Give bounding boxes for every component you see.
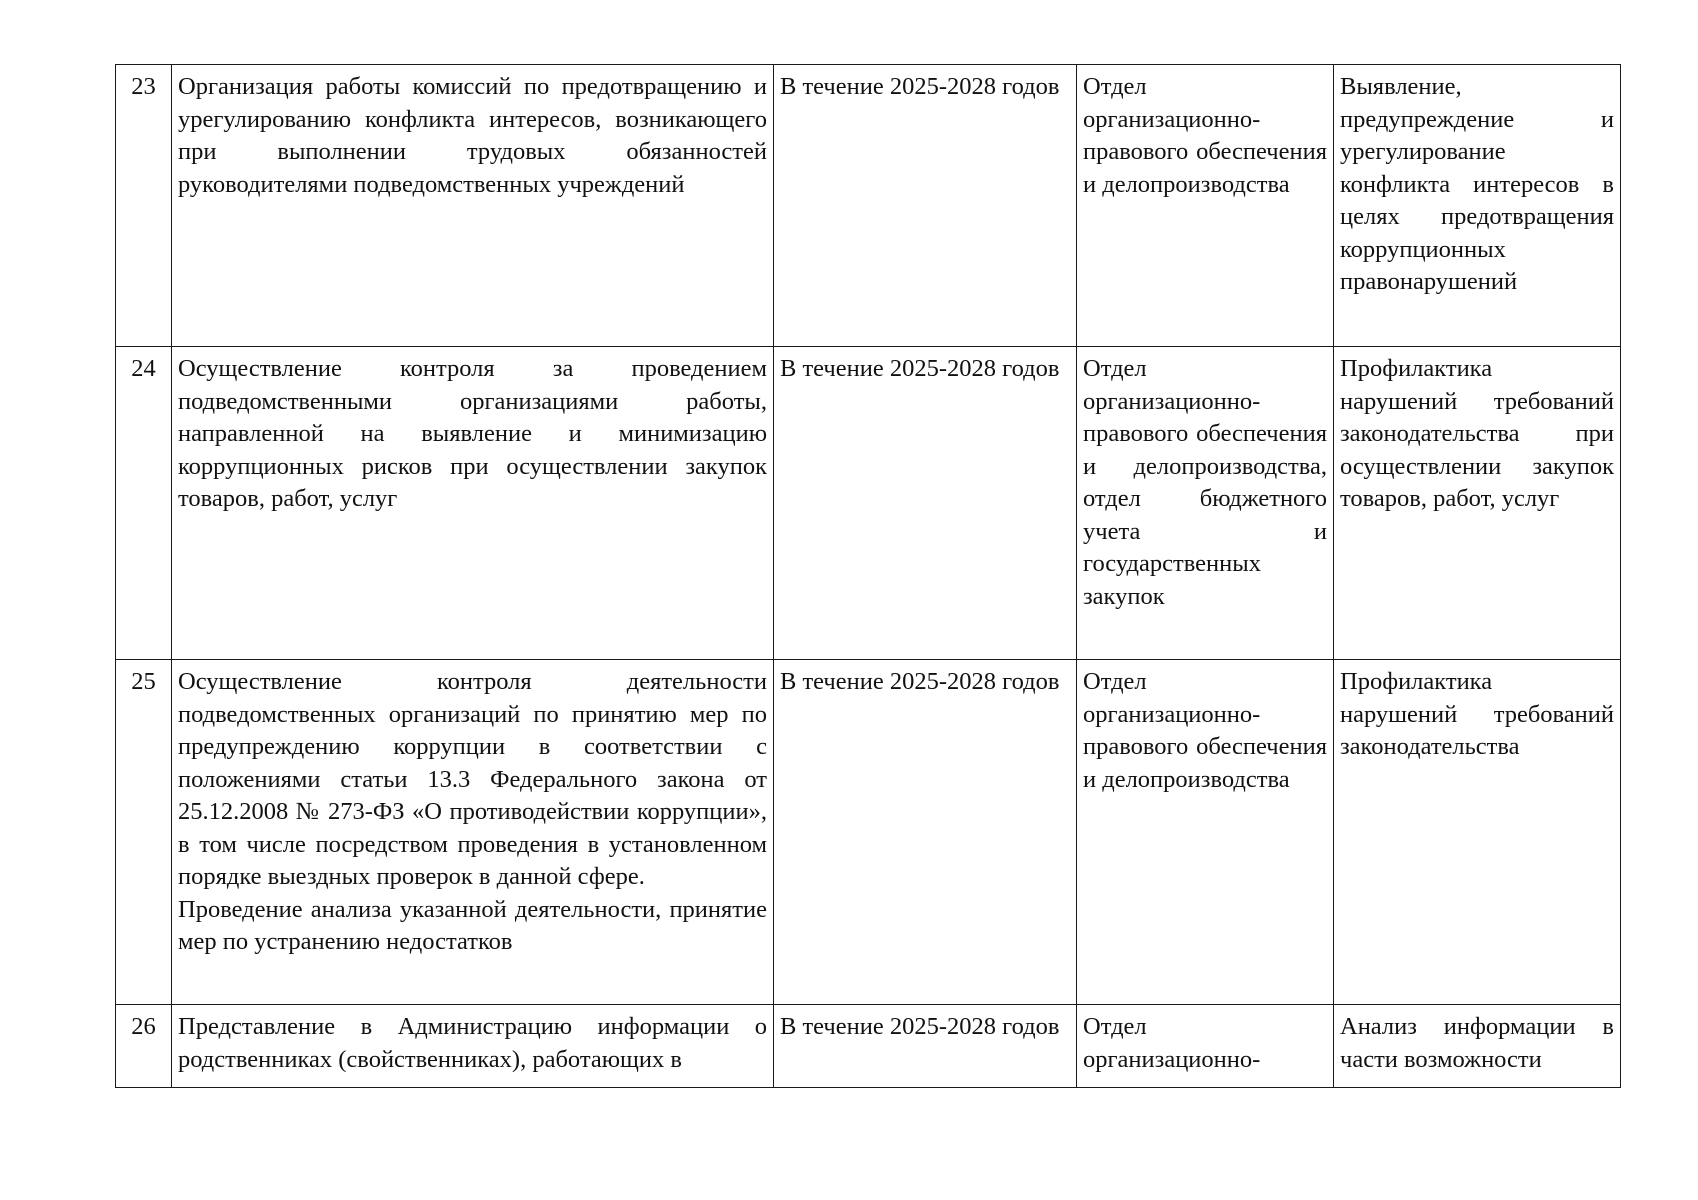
table-row — [116, 660, 1621, 1005]
result-cell: Профилактика нарушений требований законодательства — [1334, 660, 1621, 1005]
term-cell: В течение 2025-2028 годов — [774, 660, 1077, 1005]
result-cell: Анализ информации в части возможности — [1334, 1005, 1621, 1088]
table-row — [116, 65, 1621, 347]
executor-cell: Отдел организационно-правового обеспечения и делопроизводства, отдел бюджетного учета и государственных закупок — [1077, 347, 1334, 660]
row-number: 24 — [116, 347, 172, 660]
term-cell: В течение 2025-2028 годов — [774, 1005, 1077, 1088]
row-number: 23 — [116, 65, 172, 347]
term-cell: В течение 2025-2028 годов — [774, 347, 1077, 660]
result-cell: Выявление, предупреждение и урегулирование конфликта интересов в целях предотвращения коррупционных правонарушений — [1334, 65, 1621, 347]
row-number: 26 — [116, 1005, 172, 1088]
action-cell — [172, 660, 774, 1005]
executor-cell: Отдел организационно-правового обеспечения и делопроизводства — [1077, 65, 1334, 347]
table-row — [116, 1005, 1621, 1088]
action-cell: Представление в Администрацию информации о родственниках (свойственниках), работающих в — [172, 1005, 774, 1088]
action-cell: Организация работы комиссий по предотвращению и урегулированию конфликта интересов, возникающего при выполнении трудовых обязанностей руководителями подведомственных учреждений — [172, 65, 774, 347]
executor-cell: Отдел организационно- — [1077, 1005, 1334, 1088]
row-number: 25 — [116, 660, 172, 1005]
action-text: Осуществление контроля деятельности подведомственных организаций по принятию мер по предупреждению коррупции в соответствии с положениями статьи 13.3 Федерального закона от 25.12.2008 № 273-ФЗ «О противодействии коррупции», в том числе посредством проведения в установленном порядке выездных проверок в данной сфере. — [178, 668, 767, 890]
result-cell: Профилактика нарушений требований законодательства при осуществлении закупок товаров, работ, услуг — [1334, 347, 1621, 660]
action-plan-table — [115, 64, 1621, 1088]
executor-cell: Отдел организационно-правового обеспечения и делопроизводства — [1077, 660, 1334, 1005]
action-text-extra: Проведение анализа указанной деятельности, принятие мер по устранению недостатков — [178, 895, 767, 955]
table-row — [116, 347, 1621, 660]
term-cell: В течение 2025-2028 годов — [774, 65, 1077, 347]
action-cell: Осуществление контроля за проведением подведомственными организациями работы, направленной на выявление и минимизацию коррупционных рисков при осуществлении закупок товаров, работ, услуг — [172, 347, 774, 660]
